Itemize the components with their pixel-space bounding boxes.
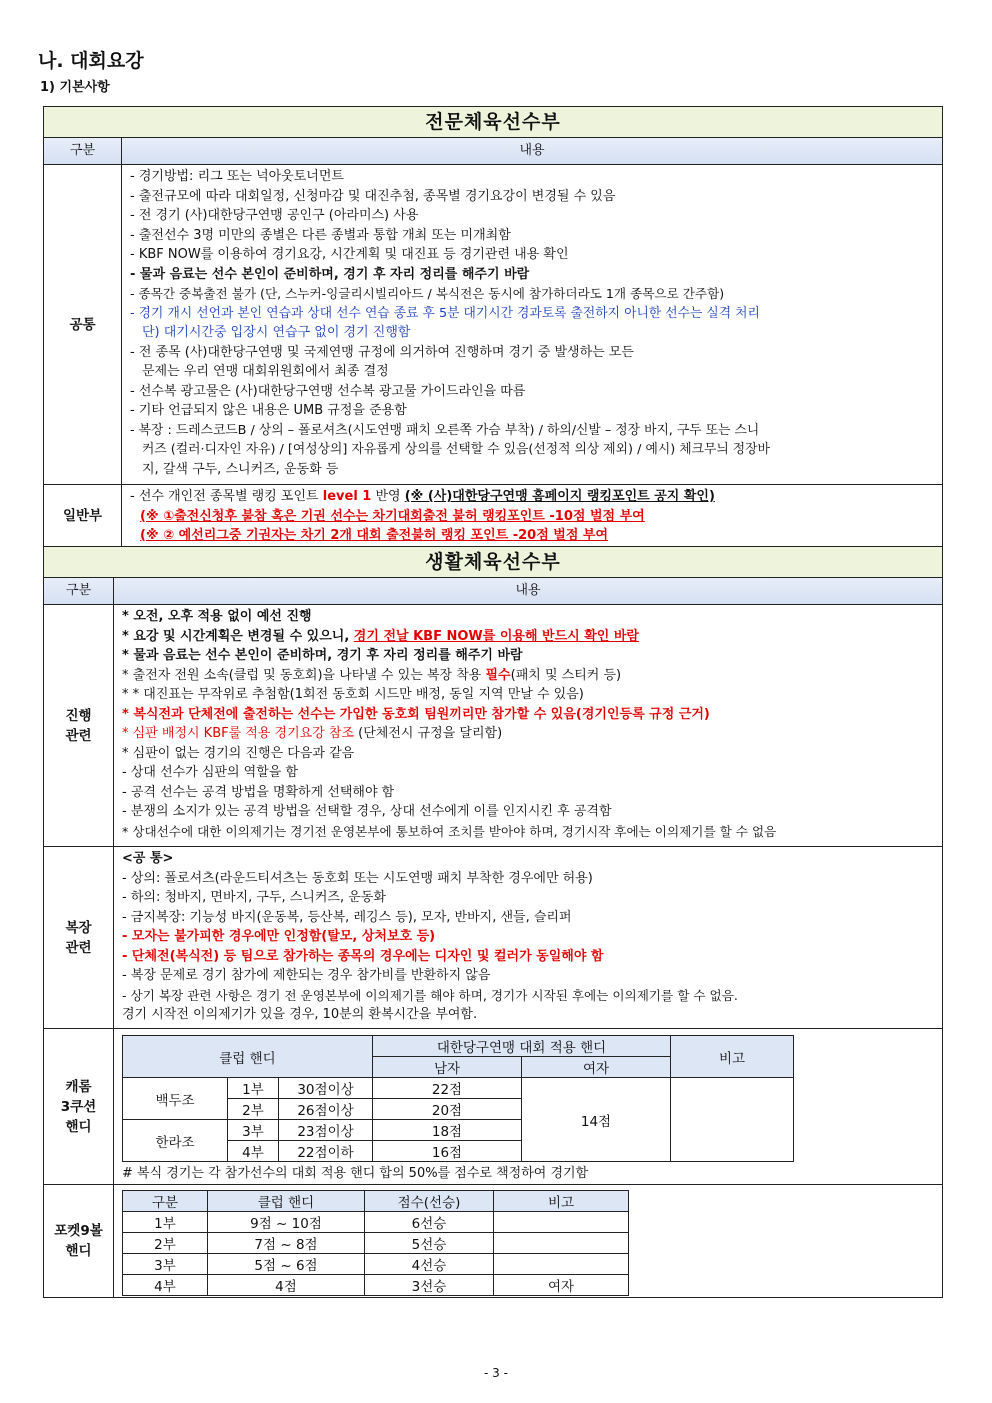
common-rule-line: - 복장 : 드레스코드B / 상의 – 폴로셔츠(시도연맹 패치 오른쪽 가슴 부착) / 하의/신발 – 정장 바지, 구두 또는 스니 [130, 422, 760, 438]
pro-general-content [122, 485, 942, 547]
common-rule-line: 지, 갈색 구두, 스니커즈, 운동화 등 [142, 461, 339, 477]
proc-row [44, 605, 942, 847]
subsection-heading: 1) 기본사항 [40, 80, 110, 95]
pocket-score: 6선승 [365, 1212, 494, 1233]
proc-label: 진행 관련 [44, 605, 114, 846]
dress-line: - 상의: 폴로셔츠(라운드티셔츠는 동호회 또는 시도연맹 패치 부착한 경우에만 허용) [122, 870, 593, 886]
carom-h-male: 남자 [373, 1057, 522, 1078]
col-content: 내용 [515, 583, 541, 598]
proc-line: * 요강 및 시간계획은 변경될 수 있으니, [122, 628, 354, 644]
col-category: 구분 [44, 138, 122, 164]
pocket-div: 3부 [123, 1254, 208, 1275]
carom-male: 16점 [373, 1141, 522, 1162]
carom-h-club: 클럽 핸디 [123, 1036, 373, 1078]
pocket-row [44, 1185, 942, 1297]
dress-line: - 금지복장: 기능성 바지(운동복, 등산복, 레깅스 등), 모자, 반바지, 샌들, 슬리퍼 [122, 909, 572, 925]
dress-line-highlight: - 모자는 불가피한 경우에만 인정함(탈모, 상처보호 등) [122, 929, 436, 944]
common-rule-line: - 선수복 광고물은 (사)대한당구연맹 선수복 광고물 가이드라인을 따름 [130, 383, 526, 399]
pocket-div: 1부 [123, 1212, 208, 1233]
common-rule-line: - 물과 음료는 선수 본인이 준비하며, 경기 후 자리 정리를 해주기 바람 [130, 266, 530, 282]
carom-h-note: 비고 [671, 1036, 794, 1078]
dress-row [44, 847, 942, 1029]
dress-line: 경기 시작전 이의제기가 있을 경우, 10분의 환복시간을 부여함. [122, 1007, 478, 1022]
amateur-header-row [44, 578, 942, 605]
common-rule-line: - 출전규모에 따라 대회일정, 신청마감 및 대진추첨, 종목별 경기요강이 변경될 수 있음 [130, 188, 616, 204]
carom-male: 20점 [373, 1099, 522, 1120]
carom-male: 18점 [373, 1120, 522, 1141]
carom-footnote: # 복식 경기는 각 참가선수의 대회 적용 핸디 합의 50%를 점수로 책정하여 경기함 [122, 1166, 589, 1181]
pocket-note: 여자 [494, 1275, 629, 1296]
carom-group: 백두조 [123, 1078, 228, 1120]
carom-label: 캐롬 3쿠션 핸디 [44, 1029, 114, 1184]
common-rule-line: - 경기 개시 선언과 본인 연습과 상대 선수 연습 종료 후 5분 대기시간 경과토록 출전하지 아니한 선수는 실격 처리 [130, 305, 760, 321]
amateur-division-title: 생활체육선수부 [44, 547, 942, 578]
general-text-2: 반영 [371, 489, 405, 504]
pocket-h-note: 비고 [494, 1191, 629, 1212]
pro-common-label: 공통 [44, 165, 122, 484]
general-notice: (※ (사)대한당구연맹 홈페이지 랭킹포인트 공지 확인) [404, 489, 715, 504]
proc-line: - 상대 선수가 심판의 역할을 함 [122, 765, 299, 780]
pocket-club: 9점 ~ 10점 [208, 1212, 365, 1233]
proc-line: (패치 및 스티커 등) [510, 667, 622, 683]
section-heading: 나. 대회요강 [38, 50, 144, 72]
pocket-handicap-table [122, 1190, 629, 1296]
pro-common-row [44, 165, 942, 485]
pocket-score: 4선승 [365, 1254, 494, 1275]
pro-division-title: 전문체육선수부 [44, 107, 942, 138]
col-content: 내용 [519, 143, 545, 158]
carom-content [114, 1029, 942, 1184]
carom-club: 22점이하 [279, 1141, 373, 1162]
general-level: level 1 [322, 489, 372, 504]
proc-line: - 공격 선수는 공격 방법을 명확하게 선택해야 함 [122, 784, 395, 800]
carom-male: 22점 [373, 1078, 522, 1099]
proc-line: * 상대선수에 대한 이의제기는 경기전 운영본부에 통보하여 조치를 받아야 하며, 경기시작 후에는 이의제기를 할 수 없음 [122, 823, 777, 839]
pocket-club: 5점 ~ 6점 [208, 1254, 365, 1275]
common-rule-line: - 종목간 중복출전 불가 (단, 스누커-잉글리시빌리아드 / 복식전은 동시에 참가하더라도 1개 종목으로 간주함) [130, 286, 725, 301]
common-rule-line: - 경기방법: 리그 또는 넉아웃토너먼트 [130, 169, 344, 184]
dress-line: - 복장 문제로 경기 참가에 제한되는 경우 참가비를 반환하지 않음 [122, 968, 491, 983]
common-rule-line: - 전 종목 (사)대한당구연맹 및 국제연맹 규정에 의거하여 진행하며 경기 중 발생하는 모든 [130, 344, 634, 360]
carom-handicap-table [122, 1035, 794, 1162]
pocket-h-div: 구분 [123, 1191, 208, 1212]
proc-line: * 출전자 전원 소속(클럽 및 동호회)을 나타낼 수 있는 복장 착용 [122, 667, 486, 683]
pocket-h-club: 클럽 핸디 [208, 1191, 365, 1212]
pro-general-row [44, 485, 942, 547]
carom-female: 14점 [522, 1078, 671, 1162]
common-rule-line: - KBF NOW를 이용하여 경기요강, 시간계획 및 대진표 등 경기관련 내용 확인 [130, 247, 569, 262]
pocket-score: 5선승 [365, 1233, 494, 1254]
common-rule-line: - 기타 언급되지 않은 내용은 UMB 규정을 준용함 [130, 403, 407, 418]
proc-line: * 오전, 오후 적용 없이 예선 진행 [122, 609, 312, 624]
page-number: - 3 - [484, 1366, 508, 1380]
pocket-club: 7점 ~ 8점 [208, 1233, 365, 1254]
common-rule-line: 문제는 우리 연맹 대회위원회에서 최종 결정 [142, 364, 389, 379]
carom-note [671, 1078, 794, 1162]
pocket-note [494, 1254, 629, 1275]
carom-club: 30점이상 [279, 1078, 373, 1099]
general-penalty-2: (※ ② 예선리그중 기권자는 차기 2개 대회 출전불허 랭킹 포인트 -20점 벌점 부여 [140, 528, 609, 543]
carom-h-female: 여자 [522, 1057, 671, 1078]
proc-line: * * 대진표는 무작위로 추첨함(1회전 동호회 시드만 배정, 동일 지역 만날 수 있음) [122, 687, 584, 702]
pocket-club: 4점 [208, 1275, 365, 1296]
dress-line: <공 통> [122, 851, 174, 866]
carom-group: 한라조 [123, 1120, 228, 1162]
pocket-note [494, 1233, 629, 1254]
carom-div: 1부 [228, 1078, 279, 1099]
carom-div: 3부 [228, 1120, 279, 1141]
proc-line: * 심판이 없는 경기의 진행은 다음과 같음 [122, 745, 355, 761]
pocket-div: 2부 [123, 1233, 208, 1254]
carom-club: 26점이상 [279, 1099, 373, 1120]
proc-line: - 분쟁의 소지가 있는 공격 방법을 선택할 경우, 상대 선수에게 이를 인지시킨 후 공격함 [122, 804, 612, 819]
common-rule-line: - 출전선수 3명 미만의 종별은 다른 종별과 통합 개최 또는 미개최함 [130, 227, 511, 243]
dress-content [114, 847, 942, 1028]
proc-line: * 물과 음료는 선수 본인이 준비하며, 경기 후 자리 정리를 해주기 바람 [122, 648, 523, 663]
carom-div: 2부 [228, 1099, 279, 1120]
proc-line-highlight: 경기 전날 KBF NOW를 이용해 반드시 확인 바람 [353, 628, 639, 644]
dress-line: - 상기 복장 관련 사항은 경기 전 운영본부에 이의제기를 해야 하며, 경기가 시작된 후에는 이의제기를 할 수 없음. [122, 987, 738, 1003]
proc-content [114, 605, 942, 846]
pocket-score: 3선승 [365, 1275, 494, 1296]
common-rule-line: 커즈 (컬러·디자인 자유) / [여성상의] 자유롭게 상의를 선택할 수 있음(선정적 의상 제외) / 예시) 체크무늬 정장바 [142, 442, 770, 457]
proc-line: (단체전시 규정을 달리함) [354, 726, 503, 741]
dress-line-highlight: - 단체전(복식전) 등 팀으로 참가하는 종목의 경우에는 디자인 및 컬러가 동일해야 함 [122, 948, 604, 964]
carom-row [44, 1029, 942, 1185]
amateur-division-table [43, 547, 943, 1298]
proc-required: 필수 [485, 667, 511, 683]
dress-line: - 하의: 청바지, 면바지, 구두, 스니커즈, 운동화 [122, 890, 386, 905]
pocket-div: 4부 [123, 1275, 208, 1296]
pocket-h-score: 점수(선승) [365, 1191, 494, 1212]
general-penalty-1: (※ ①출전신청후 불참 혹은 기권 선수는 차기대회출전 불허 랭킹포인트 -10점 벌점 부여 [140, 508, 645, 524]
pocket-note [494, 1212, 629, 1233]
carom-h-assoc: 대한당구연맹 대회 적용 핸디 [373, 1036, 671, 1057]
pro-common-content [122, 165, 942, 484]
col-category: 구분 [44, 578, 114, 604]
proc-line-highlight: * 심판 배정시 KBF룰 적용 경기요강 참조 [122, 726, 355, 741]
carom-div: 4부 [228, 1141, 279, 1162]
pocket-label: 포켓9볼 핸디 [44, 1185, 114, 1297]
pro-general-label: 일반부 [44, 485, 122, 547]
proc-line-highlight: * 복식전과 단체전에 출전하는 선수는 가입한 동호회 팀원끼리만 참가할 수 있음(경기인등록 규정 근거) [122, 706, 710, 722]
common-rule-line: 단) 대기시간중 입장시 연습구 없이 경기 진행함 [142, 325, 411, 340]
pro-division-table [43, 106, 943, 547]
pro-header-row [44, 138, 942, 165]
common-rule-line: - 전 경기 (사)대한당구연맹 공인구 (아라미스) 사용 [130, 208, 419, 223]
dress-label: 복장 관련 [44, 847, 114, 1028]
pocket-content [114, 1185, 942, 1297]
carom-club: 23점이상 [279, 1120, 373, 1141]
general-text: - 선수 개인전 종목별 랭킹 포인트 [130, 489, 323, 504]
